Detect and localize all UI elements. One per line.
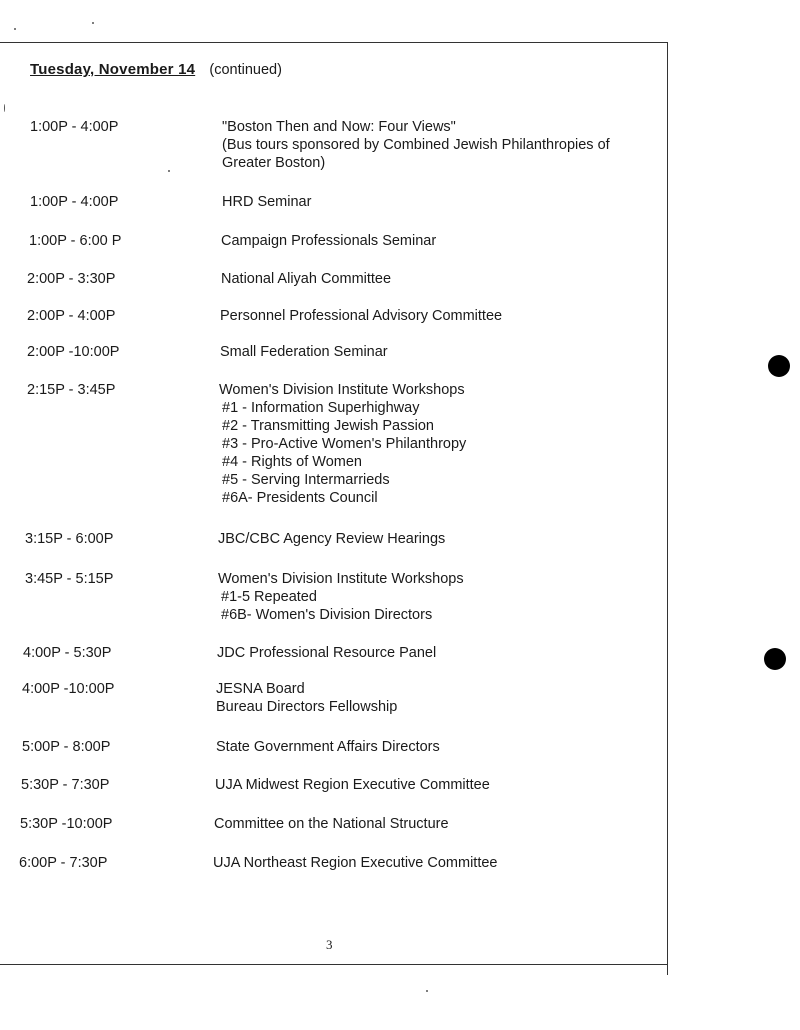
page-heading <box>30 61 282 78</box>
schedule-event <box>217 644 436 662</box>
event-detail-line: #1-5 Repeated <box>221 589 317 605</box>
schedule-time: 2:00P - 3:30P <box>27 271 116 287</box>
schedule-time: 5:00P - 8:00P <box>22 739 111 755</box>
event-detail-line: #6A- Presidents Council <box>222 490 378 506</box>
schedule-event <box>218 570 464 624</box>
schedule-event <box>218 530 445 548</box>
event-title: Women's Division Institute Workshops <box>219 382 465 398</box>
event-title: HRD Seminar <box>222 194 312 210</box>
schedule-event <box>222 193 311 211</box>
schedule-time: 4:00P -10:00P <box>22 681 115 697</box>
scan-speck <box>426 990 428 992</box>
continued-label: (continued) <box>209 62 282 78</box>
schedule-time: 3:15P - 6:00P <box>25 531 114 547</box>
event-detail-line: #2 - Transmitting Jewish Passion <box>222 418 434 434</box>
schedule-time: 2:15P - 3:45P <box>27 382 116 398</box>
event-detail-line: #6B- Women's Division Directors <box>221 607 433 623</box>
event-title: UJA Midwest Region Executive Committee <box>215 777 490 793</box>
event-detail-line: #4 - Rights of Women <box>222 454 362 470</box>
schedule-event <box>219 381 466 507</box>
schedule-event <box>221 270 391 288</box>
page-frame-bottom-rule <box>0 964 668 965</box>
schedule-time: 4:00P - 5:30P <box>23 645 112 661</box>
page-frame-right-rule <box>667 43 668 975</box>
schedule-event <box>214 815 449 833</box>
day-title: Tuesday, November 14 <box>30 61 196 78</box>
event-title: Campaign Professionals Seminar <box>221 233 437 249</box>
event-title: UJA Northeast Region Executive Committee <box>213 855 498 871</box>
event-detail-line: #1 - Information Superhighway <box>222 400 420 416</box>
event-title: Women's Division Institute Workshops <box>218 571 464 587</box>
event-title: JESNA Board <box>216 681 305 697</box>
hole-punch-icon <box>768 355 790 377</box>
schedule-time: 2:00P -10:00P <box>27 344 120 360</box>
schedule-event <box>215 776 490 794</box>
schedule-event <box>220 343 388 361</box>
event-title: National Aliyah Committee <box>221 271 392 287</box>
scan-speck <box>168 170 170 172</box>
event-title: Committee on the National Structure <box>214 816 449 832</box>
schedule-event <box>221 232 436 250</box>
schedule-time: 1:00P - 6:00 P <box>29 233 122 249</box>
page-frame-top-rule <box>0 42 668 43</box>
schedule-event <box>216 680 397 716</box>
event-detail-line: (Bus tours sponsored by Combined Jewish Philanthropies of <box>222 137 610 153</box>
event-title: JDC Professional Resource Panel <box>217 645 437 661</box>
event-title: JBC/CBC Agency Review Hearings <box>218 531 446 547</box>
schedule-time: 5:30P -10:00P <box>20 816 113 832</box>
schedule-event <box>220 307 502 325</box>
schedule-time: 5:30P - 7:30P <box>21 777 110 793</box>
page-number: 3 <box>326 937 333 952</box>
schedule-time: 6:00P - 7:30P <box>19 855 108 871</box>
schedule-event <box>213 854 498 872</box>
schedule-event <box>216 738 440 756</box>
event-title: "Boston Then and Now: Four Views" <box>222 119 456 135</box>
event-detail-line: #5 - Serving Intermarrieds <box>222 472 390 488</box>
event-detail-line: Bureau Directors Fellowship <box>216 699 398 715</box>
event-title: Small Federation Seminar <box>220 344 388 360</box>
event-detail-line: #3 - Pro-Active Women's Philanthropy <box>222 436 467 452</box>
event-detail-line: Greater Boston) <box>222 155 326 171</box>
scan-speck <box>14 28 16 30</box>
schedule-time: 2:00P - 4:00P <box>27 308 116 324</box>
event-title: State Government Affairs Directors <box>216 739 440 755</box>
schedule-time: 1:00P - 4:00P <box>30 119 119 135</box>
schedule-time: 3:45P - 5:15P <box>25 571 114 587</box>
schedule-event <box>222 118 610 172</box>
hole-punch-icon <box>764 648 786 670</box>
event-title: Personnel Professional Advisory Committee <box>220 308 503 324</box>
scan-speck <box>92 22 94 24</box>
scan-speck <box>4 104 5 112</box>
schedule-time: 1:00P - 4:00P <box>30 194 119 210</box>
